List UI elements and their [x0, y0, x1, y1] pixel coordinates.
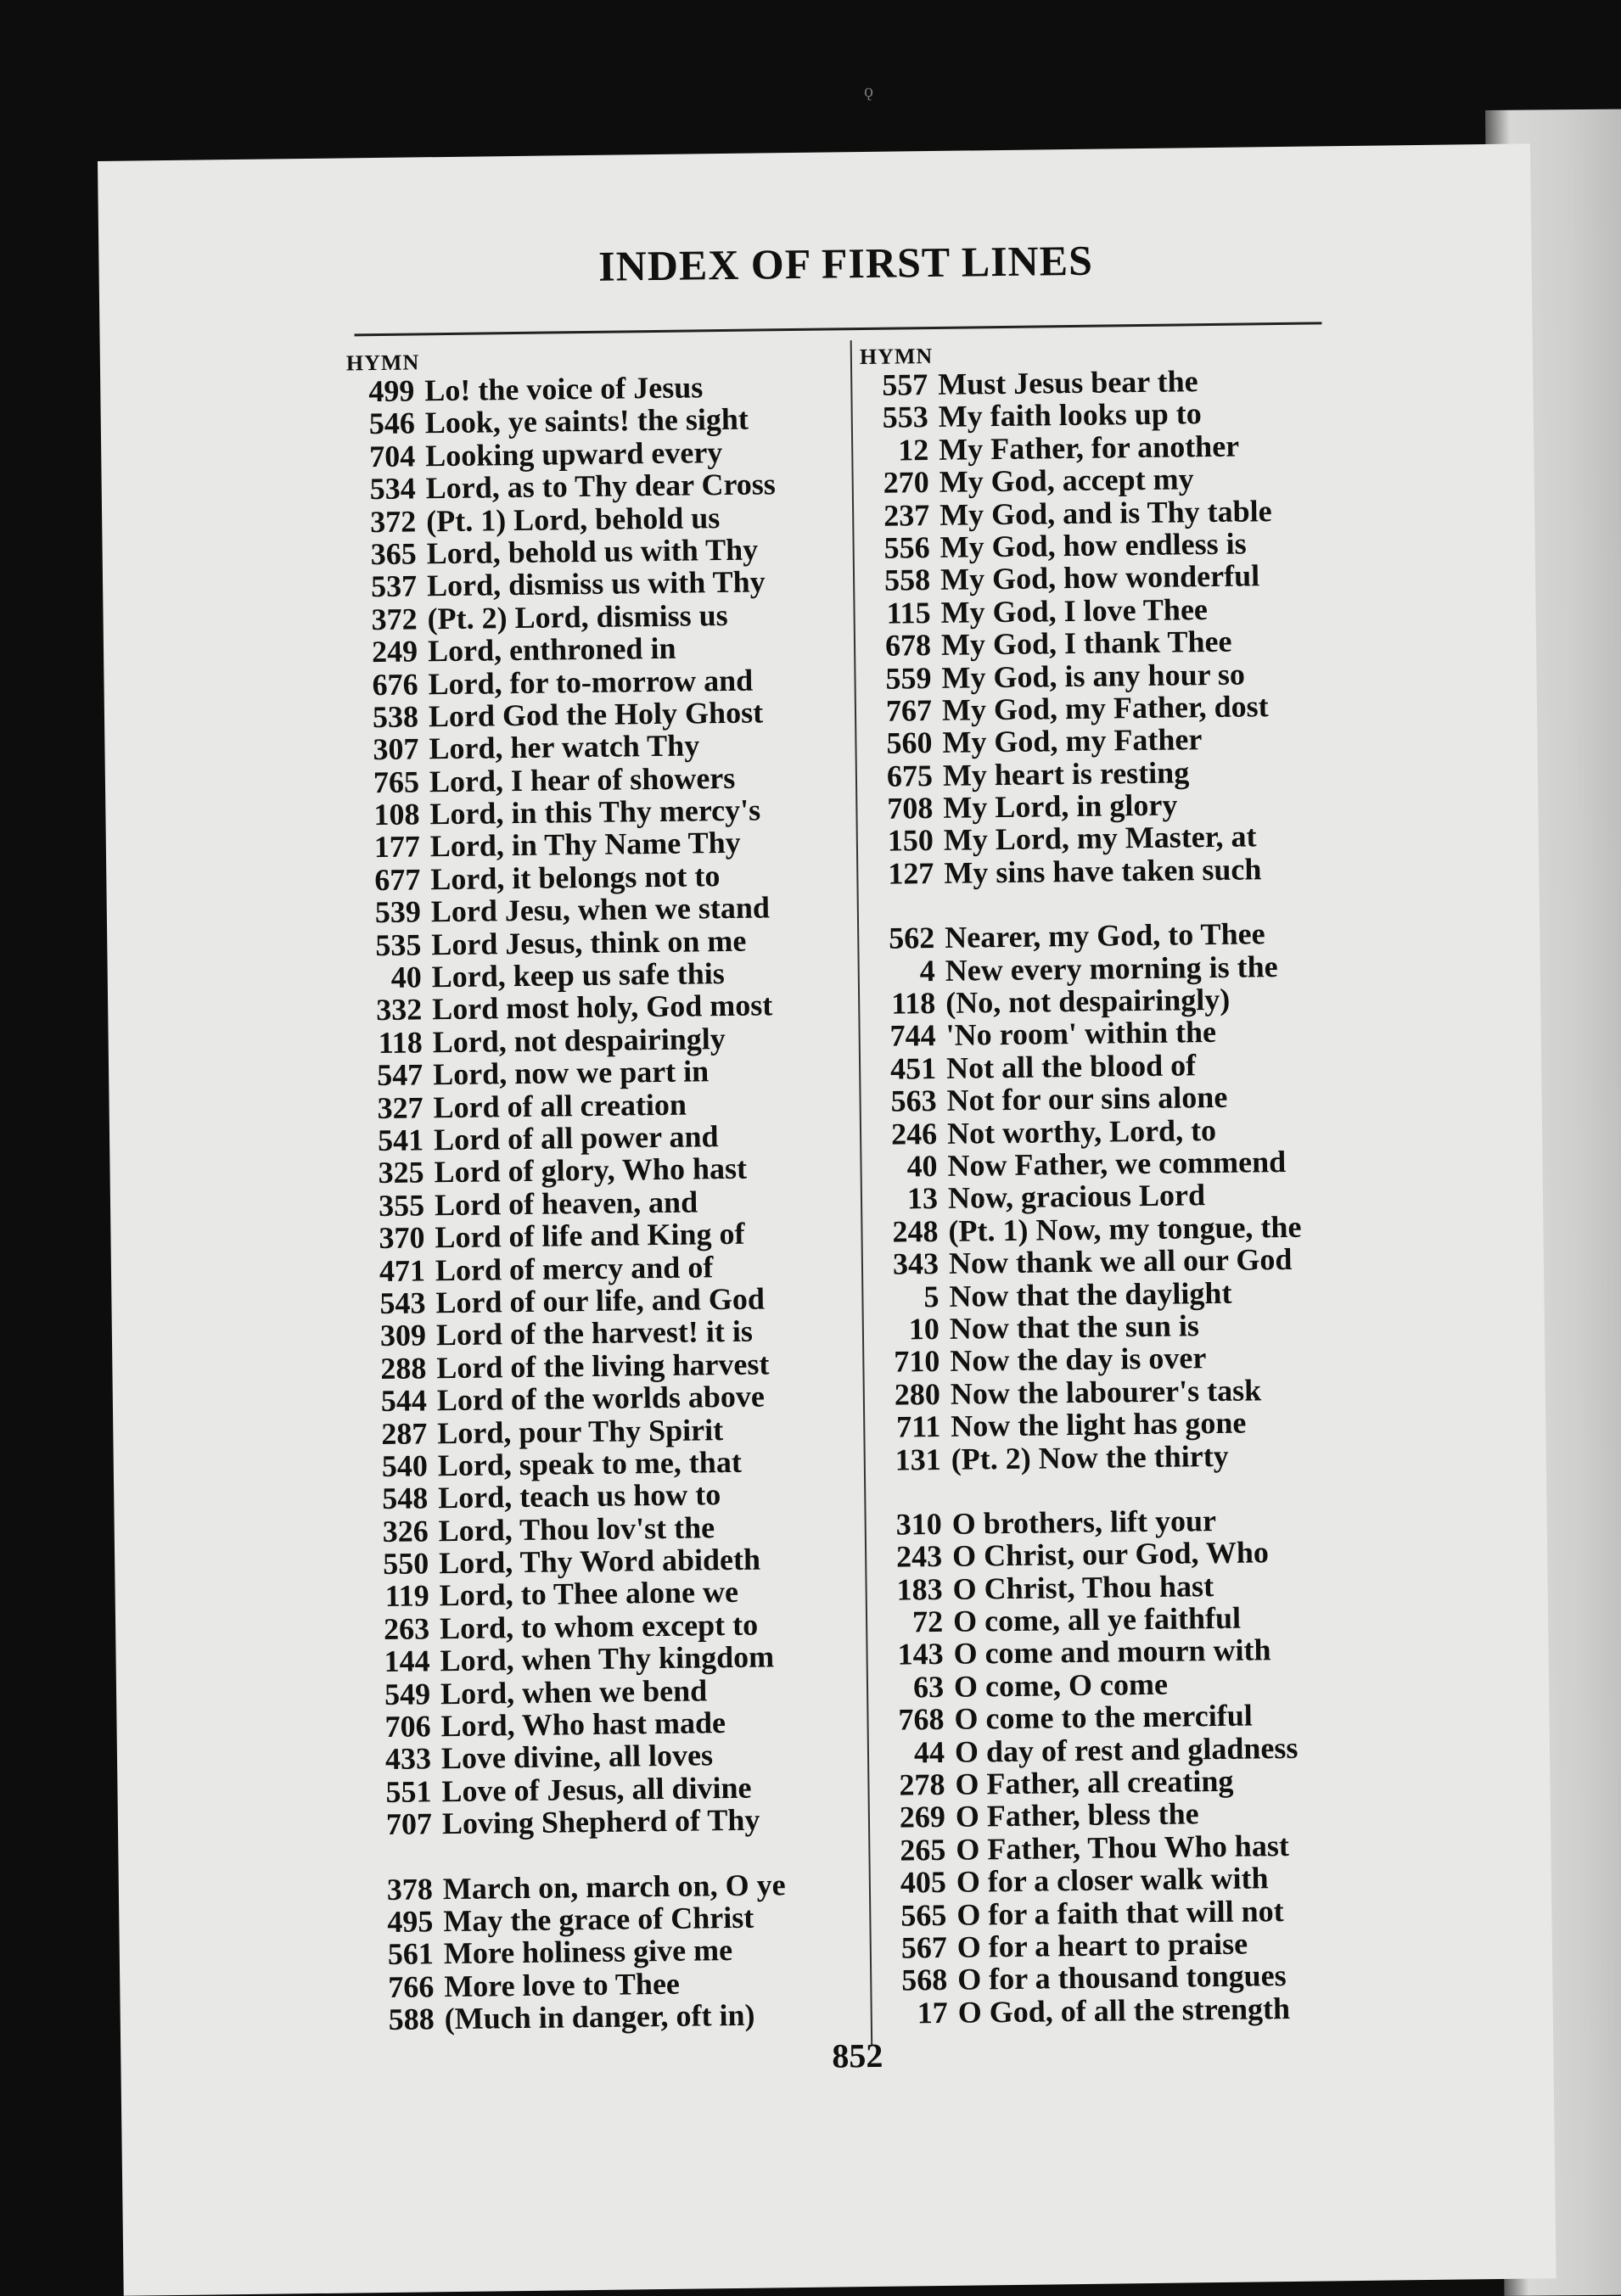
hymn-number: 12 — [897, 432, 929, 468]
first-line-text: Lord, pour Thy Spirit — [437, 1412, 724, 1450]
first-line-text: Now that the daylight — [949, 1275, 1232, 1313]
hymn-number: 567 — [900, 1929, 948, 1965]
first-line-text: Lord, keep us safe this — [431, 956, 726, 994]
first-line-text: Lord, now we part in — [432, 1054, 710, 1092]
first-line-text: My Lord, my Master, at — [943, 819, 1257, 858]
first-line-text: Now Father, we commend — [947, 1144, 1287, 1183]
hymn-number: 63 — [912, 1669, 945, 1705]
hymn-number: 269 — [899, 1800, 946, 1835]
first-line-text: O day of rest and gladness — [954, 1730, 1298, 1769]
hymn-number: 327 — [377, 1089, 423, 1125]
first-line-text: 'No room' within the — [945, 1015, 1217, 1053]
hymn-number: 677 — [374, 862, 421, 897]
first-line-text: Lord, Thy Word abideth — [438, 1542, 761, 1581]
first-line-text: Lord, I hear of showers — [429, 760, 736, 798]
index-column-right — [860, 339, 1423, 2030]
first-line-text: Lo! the voice of Jesus — [424, 370, 704, 408]
hymn-number: 565 — [900, 1897, 947, 1933]
hymn-number: 550 — [382, 1546, 429, 1582]
first-line-text: My God, how endless is — [940, 526, 1247, 564]
hymn-number: 378 — [386, 1871, 434, 1907]
first-line-text: (No, not despairingly) — [945, 982, 1231, 1020]
first-line-text: Not all the blood of — [945, 1048, 1197, 1085]
first-line-text: Lord of the harvest! it is — [435, 1314, 754, 1352]
first-line-text: (Pt. 1) Now, my tongue, the — [948, 1209, 1302, 1248]
hymn-number: 568 — [901, 1963, 948, 1997]
first-line-text: Now that the sun is — [949, 1308, 1200, 1346]
hymn-number: 108 — [373, 797, 420, 832]
first-line-text: Must Jesus bear the — [938, 364, 1198, 401]
first-line-text: Lord, when Thy kingdom — [440, 1639, 775, 1678]
hymn-number: 551 — [385, 1774, 432, 1809]
hymn-number: 548 — [382, 1481, 429, 1516]
first-line-text: Lord, teach us how to — [438, 1477, 721, 1515]
first-line-text: Lord, to whom except to — [439, 1607, 759, 1646]
hymn-number: 270 — [883, 465, 929, 500]
first-line-text: O Christ, Thou hast — [952, 1568, 1214, 1606]
hymn-number: 370 — [379, 1220, 425, 1256]
hymn-number: 307 — [373, 731, 419, 767]
first-line-text: Lord Jesus, think on me — [431, 923, 747, 961]
hymn-number: 499 — [368, 373, 415, 409]
page-number: 852 — [832, 2036, 883, 2075]
hymn-number: 150 — [887, 823, 934, 859]
first-line-text: Lord of all power and — [433, 1119, 719, 1157]
first-line-text: O come, O come — [953, 1666, 1169, 1704]
hymn-number: 765 — [373, 764, 420, 799]
hymn-number: 711 — [896, 1409, 941, 1444]
first-line-text: (Pt. 2) Now the thirty — [951, 1438, 1229, 1476]
first-line-text: More love to Thee — [444, 1966, 681, 2003]
first-line-text: Lord, dismiss us with Thy — [426, 564, 766, 603]
hymn-number: 562 — [889, 921, 935, 955]
hymn-number: 676 — [372, 666, 418, 702]
hymn-number: 563 — [890, 1084, 937, 1118]
first-line-text: Lord, in this Thy mercy's — [429, 792, 761, 832]
first-line-text: Lord, enthroned in — [427, 630, 676, 669]
first-line-text: Not worthy, Lord, to — [946, 1112, 1217, 1151]
first-line-text: Lord, as to Thy dear Cross — [425, 467, 777, 506]
first-line-text: My God, and is Thy table — [939, 493, 1272, 532]
hymn-number: 119 — [384, 1578, 429, 1614]
hymn-number: 433 — [384, 1741, 432, 1777]
hymn-number: 543 — [379, 1285, 426, 1320]
first-line-text: Lord of heaven, and — [434, 1184, 698, 1223]
hymn-number: 248 — [892, 1213, 939, 1249]
hymn-number: 708 — [887, 791, 934, 826]
hymn-number: 541 — [377, 1123, 424, 1158]
hymn-number: 131 — [895, 1442, 942, 1477]
first-line-text: O come, all ye faithful — [952, 1600, 1242, 1638]
first-line-text: O Christ, our God, Who — [951, 1535, 1270, 1574]
index-column-left — [346, 345, 910, 2036]
first-line-text: (Pt. 2) Lord, dismiss us — [427, 597, 728, 636]
hymn-number: 72 — [911, 1604, 944, 1639]
book-page — [98, 143, 1556, 2295]
hymn-number: 588 — [388, 2002, 435, 2037]
hymn-number: 704 — [369, 439, 416, 473]
hymn-number: 325 — [378, 1155, 424, 1190]
hymn-number: 535 — [375, 927, 422, 962]
hymn-number: 287 — [381, 1415, 428, 1451]
first-line-text: O Father, all creating — [955, 1763, 1234, 1801]
first-line-text: Lord, for to-morrow and — [428, 663, 754, 701]
hymn-number: 710 — [894, 1344, 940, 1379]
hymn-number: 309 — [379, 1318, 427, 1353]
first-line-text: Look, ye saints! the sight — [424, 402, 749, 440]
first-line-text: Lord, it belongs not to — [430, 858, 721, 897]
column-header: HYMN — [345, 350, 420, 376]
hymn-number: 118 — [890, 986, 936, 1021]
first-line-text: My God, my Father — [942, 722, 1203, 760]
first-line-text: Not for our sins alone — [946, 1080, 1228, 1118]
hymn-number: 766 — [388, 1969, 435, 2004]
hymn-number: 5 — [923, 1279, 940, 1313]
first-line-text: Lord, not despairingly — [432, 1021, 726, 1060]
hymn-number: 243 — [895, 1539, 943, 1574]
first-line-text: Lord of mercy and of — [435, 1249, 714, 1287]
hymn-number: 556 — [883, 530, 930, 565]
first-line-text: My God, I thank Thee — [940, 624, 1232, 663]
first-line-text: Lord of glory, Who hast — [434, 1151, 748, 1190]
first-line-text: Now thank we all our God — [948, 1242, 1293, 1280]
first-line-text: My sins have taken such — [944, 852, 1262, 890]
hymn-number: 365 — [370, 536, 417, 572]
hymn-number: 44 — [913, 1734, 945, 1770]
first-line-text: May the grace of Christ — [443, 1900, 754, 1939]
hymn-number: 288 — [380, 1351, 427, 1386]
first-line-text: Loving Shepherd of Thy — [441, 1802, 760, 1841]
first-line-text: My God, accept my — [939, 462, 1194, 500]
hymn-number: 553 — [882, 400, 929, 435]
hymn-number: 280 — [894, 1376, 941, 1412]
first-line-text: O Father, bless the — [955, 1796, 1199, 1834]
hymn-number: 538 — [372, 699, 419, 734]
hymn-number: 237 — [883, 497, 930, 533]
first-line-text: My God, my Father, dost — [941, 689, 1269, 727]
hymn-number: 546 — [368, 406, 416, 441]
hymn-number: 10 — [908, 1311, 940, 1347]
hymn-number: 559 — [885, 660, 932, 696]
hymn-number: 40 — [906, 1148, 938, 1184]
hymn-number: 310 — [895, 1506, 942, 1542]
hymn-number: 265 — [900, 1832, 946, 1868]
hymn-number: 557 — [882, 367, 928, 402]
first-line-text: O for a heart to praise — [956, 1926, 1248, 1964]
first-line-text: My God, I love Thee — [940, 591, 1209, 630]
first-line-text: O come to the merciful — [954, 1698, 1253, 1737]
hymn-number: 372 — [369, 504, 417, 539]
hymn-number: 326 — [382, 1514, 429, 1548]
hymn-number: 744 — [889, 1018, 936, 1054]
hymn-number: 13 — [906, 1181, 939, 1216]
first-line-text: Lord of our life, and God — [435, 1281, 766, 1320]
first-line-text: Now, gracious Lord — [947, 1178, 1206, 1216]
first-line-text: O brothers, lift your — [951, 1503, 1217, 1541]
scan-mark: ǫ — [864, 80, 873, 101]
hymn-number: 767 — [885, 692, 933, 728]
hymn-number: 143 — [897, 1637, 944, 1672]
first-line-text: My Lord, in glory — [943, 787, 1178, 825]
hymn-number: 405 — [900, 1865, 947, 1900]
hymn-number: 534 — [369, 471, 416, 507]
hymn-number: 540 — [381, 1448, 429, 1483]
first-line-text: Lord of the worlds above — [436, 1379, 766, 1418]
first-line-text: Now the day is over — [950, 1341, 1207, 1379]
hymn-number: 144 — [384, 1644, 430, 1679]
first-line-text: Lord, to Thee alone we — [439, 1575, 739, 1613]
first-line-text: More holiness give me — [443, 1933, 733, 1971]
column-header: HYMN — [859, 343, 934, 370]
hymn-number: 177 — [373, 829, 421, 865]
first-line-text: My God, is any hour so — [941, 657, 1246, 695]
first-line-text: My God, how wonderful — [940, 558, 1260, 597]
hymn-number: 183 — [896, 1571, 943, 1607]
first-line-text: O God, of all the strength — [957, 1991, 1291, 2030]
hymn-number: 495 — [387, 1904, 434, 1939]
hymn-number: 561 — [387, 1936, 435, 1972]
hymn-number: 451 — [889, 1050, 937, 1086]
hymn-number: 249 — [371, 634, 418, 669]
first-line-text: Now the labourer's task — [950, 1373, 1262, 1411]
first-line-text: My Father, for another — [938, 428, 1240, 467]
first-line-text: O for a closer walk with — [956, 1861, 1269, 1899]
first-line-text: O come and mourn with — [953, 1632, 1271, 1672]
hymn-number: 678 — [884, 628, 932, 663]
first-line-text: Lord, when we bend — [440, 1672, 708, 1711]
hymn-number: 263 — [383, 1611, 430, 1646]
first-line-text: O for a faith that will not — [956, 1893, 1284, 1932]
first-line-text: Lord of life and King of — [435, 1216, 745, 1255]
first-line-text: New every morning is the — [945, 949, 1278, 988]
first-line-text: Lord God the Holy Ghost — [428, 695, 764, 734]
hymn-number: 539 — [374, 894, 422, 930]
first-line-text: Love of Jesus, all divine — [441, 1770, 752, 1808]
first-line-text: Lord, behold us with Thy — [426, 532, 759, 571]
first-line-text: Lord, speak to me, that — [437, 1444, 743, 1483]
hymn-number: 706 — [384, 1709, 431, 1744]
first-line-text: Lord, Who hast made — [440, 1705, 726, 1744]
hymn-number: 558 — [883, 563, 931, 598]
hymn-number: 343 — [892, 1246, 940, 1281]
hymn-number: 549 — [384, 1676, 431, 1711]
first-line-text: Lord, Thou lov'st the — [438, 1509, 715, 1548]
title-rule — [355, 322, 1322, 336]
first-line-text: O for a thousand tongues — [957, 1958, 1287, 1997]
hymn-number: 768 — [898, 1702, 945, 1737]
hymn-number: 547 — [376, 1057, 423, 1093]
first-line-text: Lord, her watch Thy — [429, 728, 700, 766]
index-entry — [367, 1997, 910, 2036]
first-line-text: Lord Jesu, when we stand — [430, 890, 771, 929]
first-line-text: (Much in danger, oft in) — [444, 1997, 755, 2036]
hymn-number: 4 — [919, 953, 935, 988]
first-line-text: Looking upward every — [425, 434, 723, 473]
hymn-number: 127 — [888, 855, 934, 891]
hymn-number: 560 — [886, 725, 933, 760]
hymn-number: 332 — [376, 992, 423, 1028]
first-line-text: Love divine, all loves — [440, 1738, 714, 1776]
first-line-text: (Pt. 1) Lord, behold us — [425, 500, 721, 538]
hymn-number: 17 — [917, 1995, 948, 2030]
hymn-number: 544 — [380, 1383, 428, 1419]
hymn-number: 355 — [378, 1188, 425, 1223]
hymn-number: 118 — [378, 1025, 423, 1060]
page-title: INDEX OF FIRST LINES — [597, 236, 1094, 290]
first-line-text: Now the light has gone — [951, 1405, 1247, 1443]
hymn-number: 707 — [385, 1806, 433, 1842]
hymn-number: 115 — [886, 595, 931, 630]
hymn-number: 278 — [899, 1767, 945, 1802]
hymn-number: 372 — [371, 602, 418, 636]
hymn-number: 471 — [379, 1252, 426, 1288]
hymn-number: 675 — [886, 758, 934, 793]
first-line-text: Nearer, my God, to Thee — [945, 916, 1265, 955]
index-entry — [880, 1991, 1423, 2030]
first-line-text: Lord most holy, God most — [431, 988, 773, 1027]
first-line-text: My heart is resting — [942, 755, 1190, 792]
hymn-number: 40 — [390, 960, 423, 994]
first-line-text: Lord of all creation — [433, 1087, 687, 1124]
first-line-text: Lord of the living harvest — [436, 1347, 770, 1385]
hymn-number: 246 — [890, 1116, 938, 1151]
first-line-text: O Father, Thou Who hast — [956, 1828, 1290, 1867]
first-line-text: March on, march on, O ye — [442, 1867, 786, 1906]
hymn-number: 537 — [370, 568, 418, 604]
first-line-text: Lord, in Thy Name Thy — [429, 826, 741, 864]
first-line-text: My faith looks up to — [938, 396, 1203, 434]
